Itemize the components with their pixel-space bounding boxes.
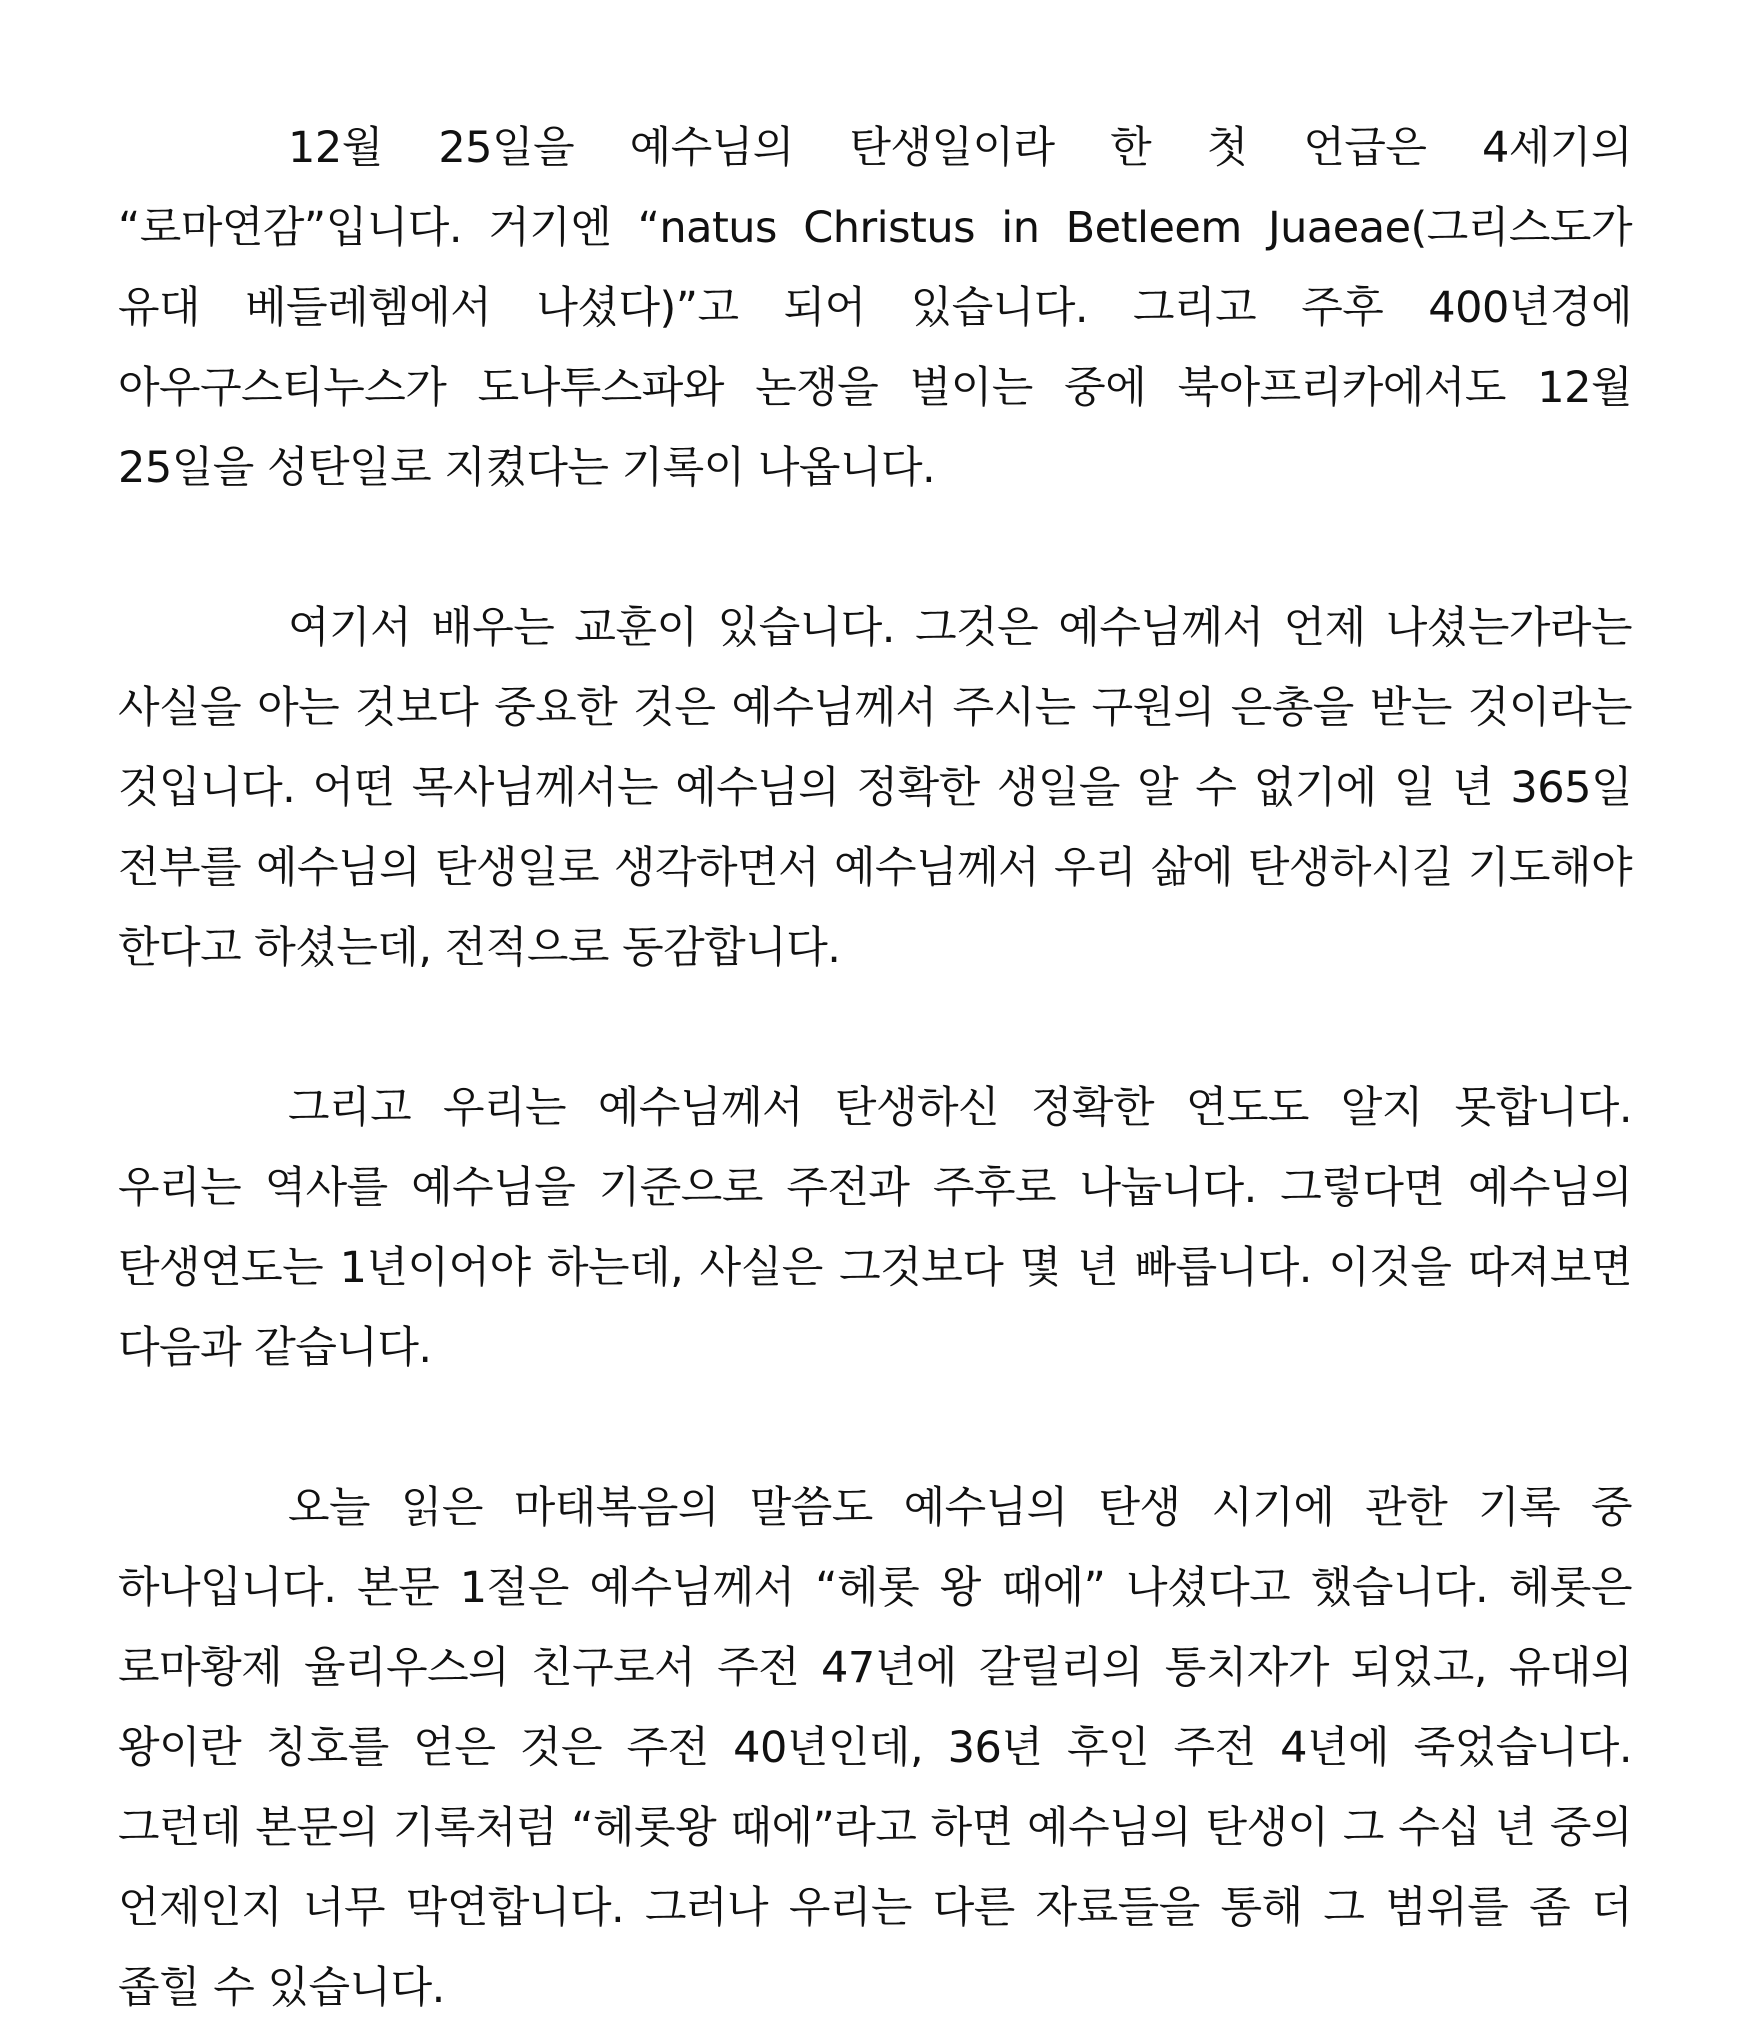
paragraph-1: 12월 25일을 예수님의 탄생일이라 한 첫 언급은 4세기의 “로마연감”입니다. 거기엔 “natus Christus in Betleem Juaeae(그리스도가 유대 베들레헴에서 나셨다)”고 되어 있습니다. 그리고 주후 400년경에 아우구스티누스가 도나투스파와 논쟁을 벌이는 중에 북아프리카에서도 12월 25일을 성탄일로 지켰다는 기록이 나옵니다. <box>118 123 1632 493</box>
paragraph-3: 그리고 우리는 예수님께서 탄생하신 정확한 연도도 알지 못합니다. 우리는 역사를 예수님을 기준으로 주전과 주후로 나눕니다. 그렇다면 예수님의 탄생연도는 1년이어야 하는데, 사실은 그것보다 몇 년 빠릅니다. 이것을 따져보면 다음과 같습니다. <box>118 1083 1632 1373</box>
document-page <box>118 108 1632 2028</box>
paragraph-2: 여기서 배우는 교훈이 있습니다. 그것은 예수님께서 언제 나셨는가라는 사실을 아는 것보다 중요한 것은 예수님께서 주시는 구원의 은총을 받는 것이라는 것입니다. 어떤 목사님께서는 예수님의 정확한 생일을 알 수 없기에 일 년 365일 전부를 예수님의 탄생일로 생각하면서 예수님께서 우리 삶에 탄생하시길 기도해야 한다고 하셨는데, 전적으로 동감합니다. <box>118 603 1632 973</box>
paragraph-4: 오늘 읽은 마태복음의 말씀도 예수님의 탄생 시기에 관한 기록 중 하나입니다. 본문 1절은 예수님께서 “헤롯 왕 때에” 나셨다고 했습니다. 헤롯은 로마황제 율리우스의 친구로서 주전 47년에 갈릴리의 통치자가 되었고, 유대의 왕이란 칭호를 얻은 것은 주전 40년인데, 36년 후인 주전 4년에 죽었습니다. 그런데 본문의 기록처럼 “헤롯왕 때에”라고 하면 예수님의 탄생이 그 수십 년 중의 언제인지 너무 막연합니다. 그러나 우리는 다른 자료들을 통해 그 범위를 좀 더 좁힐 수 있습니다. <box>118 1483 1632 2013</box>
